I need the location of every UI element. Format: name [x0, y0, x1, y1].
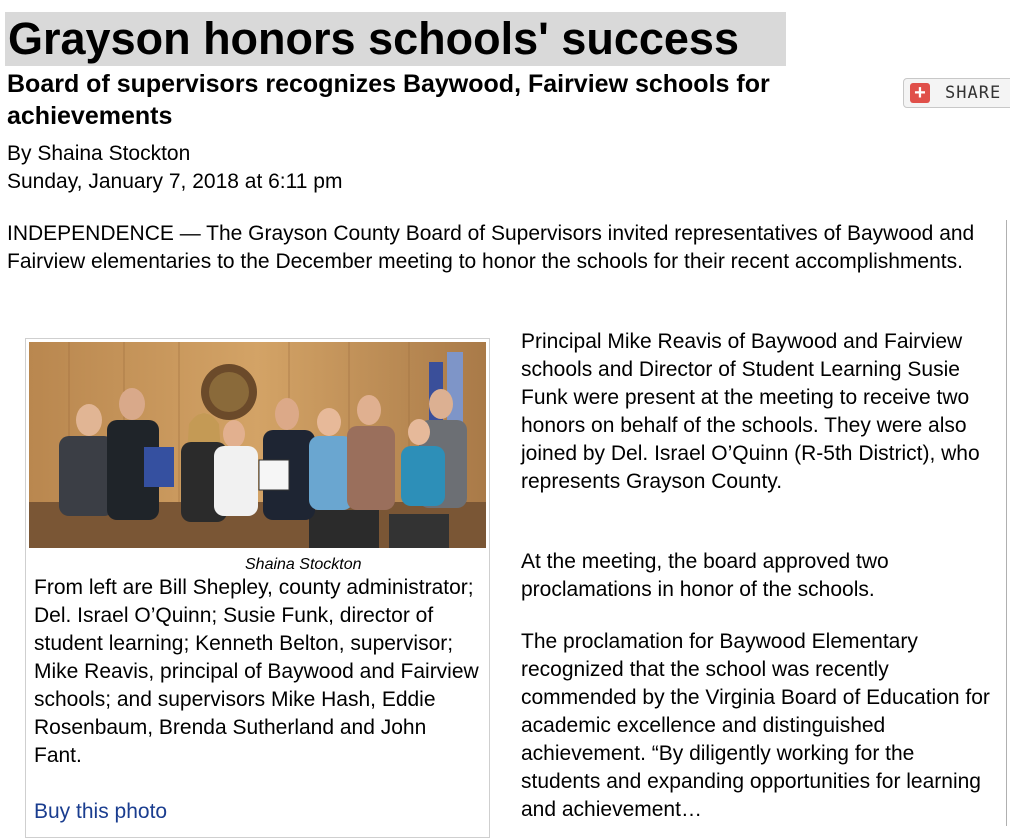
- byline: By Shaina Stockton: [7, 142, 191, 165]
- buy-photo-link[interactable]: Buy this photo: [34, 800, 168, 823]
- lede-paragraph: INDEPENDENCE — The Grayson County Board of Supervisors invited representatives of Baywood and Fairview elementaries to the December meeting to honor the schools for their recent accomplishments.: [7, 222, 975, 273]
- dateline: Sunday, January 7, 2018 at 6:11 pm: [7, 170, 343, 193]
- headline: Grayson honors schools' success: [5, 12, 786, 66]
- scrollbar[interactable]: [1006, 220, 1010, 826]
- share-label: SHARE: [945, 83, 1002, 103]
- photo-caption: From left are Bill Shepley, county administrator; Del. Israel O’Quinn; Susie Funk, director of student learning; Kenneth Belton, supervisor; Mike Reavis, principal of Baywood and Fairview schools; and supervisors Mike Hash, Eddie Rosenbaum, Brenda Sutherland and John Fant.: [34, 576, 479, 767]
- share-button[interactable]: [903, 78, 1010, 108]
- article-photo[interactable]: [29, 342, 486, 548]
- subheadline: Board of supervisors recognizes Baywood, Fairview schools for achievements: [7, 70, 770, 130]
- body-paragraph: At the meeting, the board approved two proclamations in honor of the schools.: [521, 550, 889, 601]
- body-paragraph: Principal Mike Reavis of Baywood and Fairview schools and Director of Student Learning Susie Funk were present at the meeting to receive two honors on behalf of the schools. They were also joined by Del. Israel O’Quinn (R-5th District), who represents Grayson County.: [521, 330, 980, 493]
- byline-block: [7, 140, 342, 196]
- plus-icon: +: [910, 83, 930, 103]
- photo-credit: Shaina Stockton: [245, 556, 362, 573]
- body-paragraph: The proclamation for Baywood Elementary recognized that the school was recently commended by the Virginia Board of Education for academic excellence and distinguished achievement. “By diligently working for the students and expanding opportunities for learning and achievement…: [521, 630, 990, 821]
